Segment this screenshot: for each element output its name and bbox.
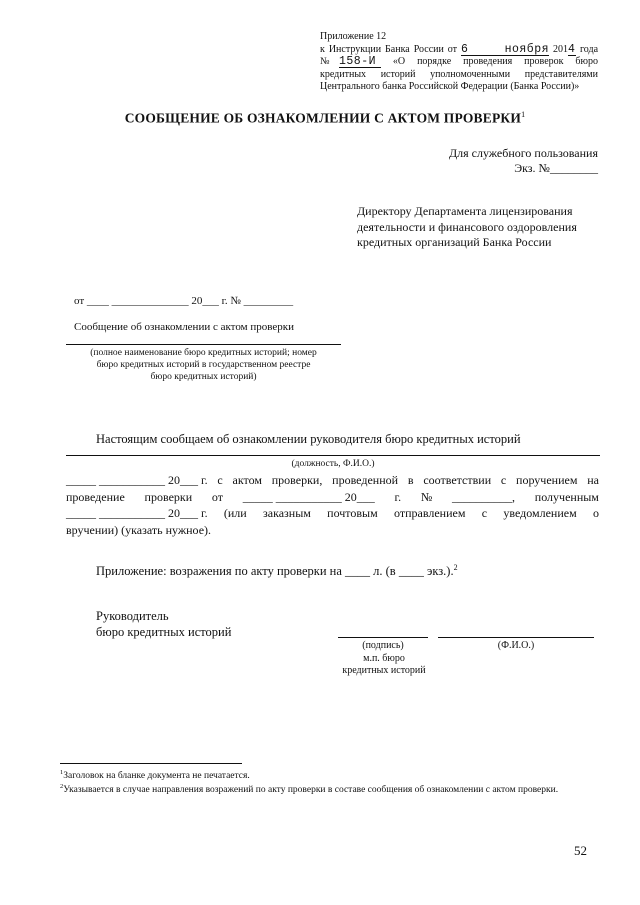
footnote-separator [60,763,242,764]
body-line-3 [66,505,599,522]
body-word: от [211,489,223,504]
handwritten-instruction-number: 158-И [339,56,381,68]
footnote-1: $^1$Заголовок на бланке документа не печатается. [60,769,250,782]
head-of-bureau-label: Руководитель бюро кредитных историй [96,609,232,639]
footnote-2: $^2$Указывается в случае направления возражений по акту проверки в составе сообщения об ознакомлении с актом проверки. [60,783,559,796]
attachment-line: Приложение: возражения по акту проверки на ____ л. (в ____ экз.).$^2$ [96,563,458,579]
body-word: (или [223,506,247,520]
handwritten-year-digit: 4 [567,42,576,56]
body-word: в [407,473,414,487]
body-word: полученным [534,489,599,504]
body-word: проверки, [271,473,323,487]
service-use-label: Для служебного пользования [448,146,598,160]
body-word: поручением [516,473,578,487]
title-footnote-mark: 1 [521,110,526,119]
body-word: актом [232,473,262,487]
service-use-block [449,146,598,176]
copy-number: Экз. №________ [514,161,598,175]
addressee-line: деятельности и финансового оздоровления [357,219,577,234]
appendix-instruction-line: к Инструкции Банка России от 6 ноября 2014 года [320,42,599,56]
position-name-line [66,455,600,456]
fio-line [438,637,594,638]
appendix-number-line: №158-И «О порядке проведения проверок бюро [320,55,598,68]
body-word: _____ ___________ 20___ г. [66,506,208,520]
bureau-name-line [66,344,341,345]
body-word: с [500,473,507,487]
message-label: Сообщение об ознакомлении с актом проверки [74,321,294,333]
body-word: г. [394,489,402,504]
body-line-2 [66,489,599,506]
body-word: о [592,506,599,520]
appendix-number: Приложение 12 [320,31,387,42]
addressee-block [357,204,607,251]
body-word: проведение [66,489,125,504]
body-word: _____ ___________ 20___ [242,489,375,504]
document-title: СООБЩЕНИЕ ОБ ОЗНАКОМЛЕНИИ С АКТОМ ПРОВЕРКИ$^1$ [124,110,526,126]
appendix-header [320,31,598,94]
fio-caption: (Ф.И.О.) [497,640,535,651]
body-word: заказным [263,506,311,520]
body-line-4: вручении) (указать нужное). [66,522,212,537]
bureau-name-field [66,344,346,383]
addressee-line: Директору Департамента лицензирования [357,204,573,218]
date-number-line: от ____ ______________ 20___ г. № _________ [74,295,294,307]
attachment-footnote-mark: 2 [453,563,458,572]
body-word: __________, [452,489,516,504]
body-word: с [217,473,223,487]
handwritten-date: 6 ноября [461,42,550,56]
body-word: проведенной [332,473,399,487]
body-paragraph [66,472,599,538]
body-word: № [420,489,433,504]
appendix-line-4: кредитных историй уполномоченными представителями [320,68,598,80]
body-word: соответствии [423,473,492,487]
body-word: _____ ___________ 20___ г. [66,473,208,487]
body-line-1 [66,472,599,489]
body-word: проверки [144,489,193,504]
signature-caption: (подпись) [362,640,404,651]
appendix-line-5: Центрального банка Российской Федерации (Банка России)» [320,81,580,92]
addressee-line: кредитных организаций Банка России [357,235,552,249]
position-name-caption: (должность, Ф.И.О.) [291,459,375,469]
page-number: 52 [574,843,587,858]
body-word: почтовым [327,506,378,520]
bureau-name-caption: (полное наименование бюро кредитных историй; номер бюро кредитных историй в государственном реестре бюро кредитных историй) [90,348,317,382]
body-word: с [481,506,488,520]
signature-line [338,637,428,638]
body-word: уведомлением [503,506,577,520]
stamp-caption: м.п. бюро кредитных историй [342,653,426,676]
body-word: на [587,473,599,487]
notice-text: Настоящим сообщаем об ознакомлении руководителя бюро кредитных историй [96,432,521,446]
body-word: отправлением [394,506,466,520]
